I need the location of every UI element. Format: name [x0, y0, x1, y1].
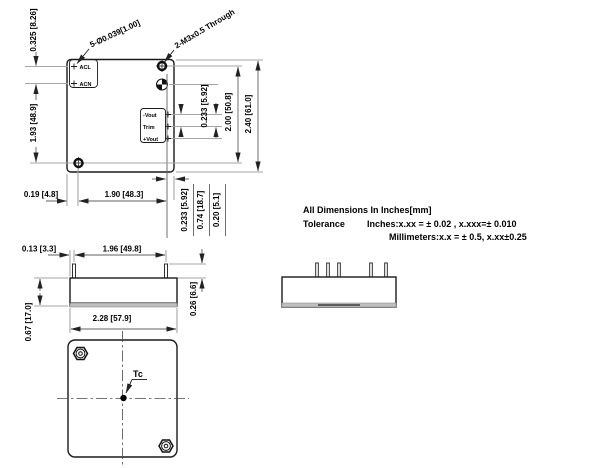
input-pin-label: ACN [79, 82, 92, 88]
notes-title: All Dimensions In Inches[mm] [303, 205, 432, 215]
side-view-outline [282, 277, 396, 307]
top-view-outline [67, 60, 174, 173]
dim-lower-c: 0.20 [5.1] [212, 192, 221, 228]
output-pin-label: -Vout [143, 113, 157, 119]
dim-overall-width: 2.28 [57.9] [92, 314, 132, 323]
dim-left-height: 1.93 [48.9] [29, 103, 38, 143]
pin [370, 263, 373, 277]
pin [385, 263, 388, 277]
pin [73, 264, 76, 278]
pin [316, 263, 319, 277]
dim-bottom-span: 1.90 [48.3] [104, 190, 144, 199]
notes-tolerance-mm: Millimeters:x.x = ± 0.5, x.xx±0.25 [389, 232, 527, 242]
leader-line [77, 49, 89, 64]
callouts [77, 7, 236, 63]
dim-pin-length: 0.26 [6.6] [189, 281, 198, 317]
callout-pin-diameter: 5-Ø0.039[1.00] [88, 18, 142, 50]
dim-input-pin-pitch: 0.325 [8.26] [29, 8, 38, 52]
callout-mounting-holes: 2-M3x0.5 Through [173, 7, 237, 51]
m3-hole-icon [156, 60, 168, 72]
tc-point [120, 395, 126, 401]
tc-label: Tc [133, 369, 143, 379]
pin-cross-icon [71, 81, 77, 87]
dim-bottom-offset: 0.19 [4.8] [23, 190, 59, 199]
top-view [24, 8, 263, 238]
dim-hole-to-hole: 2.00 [50.8] [224, 92, 233, 132]
front-view-outline [70, 278, 177, 306]
notes-tolerance-inches: Inches:x.xx = ± 0.02 , x.xxx=± 0.010 [367, 219, 517, 229]
dim-case-height: 0.67 [17.0] [24, 302, 33, 342]
dim-pin-edge-offset: 0.13 [3.3] [21, 244, 57, 254]
pin [327, 263, 330, 277]
datum-target-icon [157, 79, 168, 90]
dim-overall-height: 2.40 [61.0] [244, 94, 253, 134]
dim-output-pin-pitch: 0.233 [5.92] [200, 84, 209, 128]
notes-block [303, 205, 527, 242]
hex-nut-icon [159, 440, 173, 452]
m3-hole-icon [73, 157, 85, 169]
pin [338, 263, 341, 277]
input-pin-label: ACL [79, 65, 91, 71]
hex-nut-icon [74, 347, 88, 359]
tc-leader-line [126, 380, 132, 394]
side-view [282, 263, 396, 307]
pin [165, 264, 168, 278]
base-shading [70, 304, 177, 308]
output-pin-label: +Vout [143, 137, 159, 143]
dim-lower-a: 0.233 [5.92] [180, 188, 189, 232]
bottom-view [57, 331, 189, 466]
output-pin-label: Trim [143, 125, 155, 131]
notes-tolerance-label: Tolerance [303, 219, 345, 229]
pin-cross-icon [71, 64, 77, 70]
front-view [22, 245, 206, 342]
dim-lower-b: 0.74 [18.7] [196, 190, 205, 230]
dim-pin-span: 1.96 [49.8] [102, 244, 142, 254]
